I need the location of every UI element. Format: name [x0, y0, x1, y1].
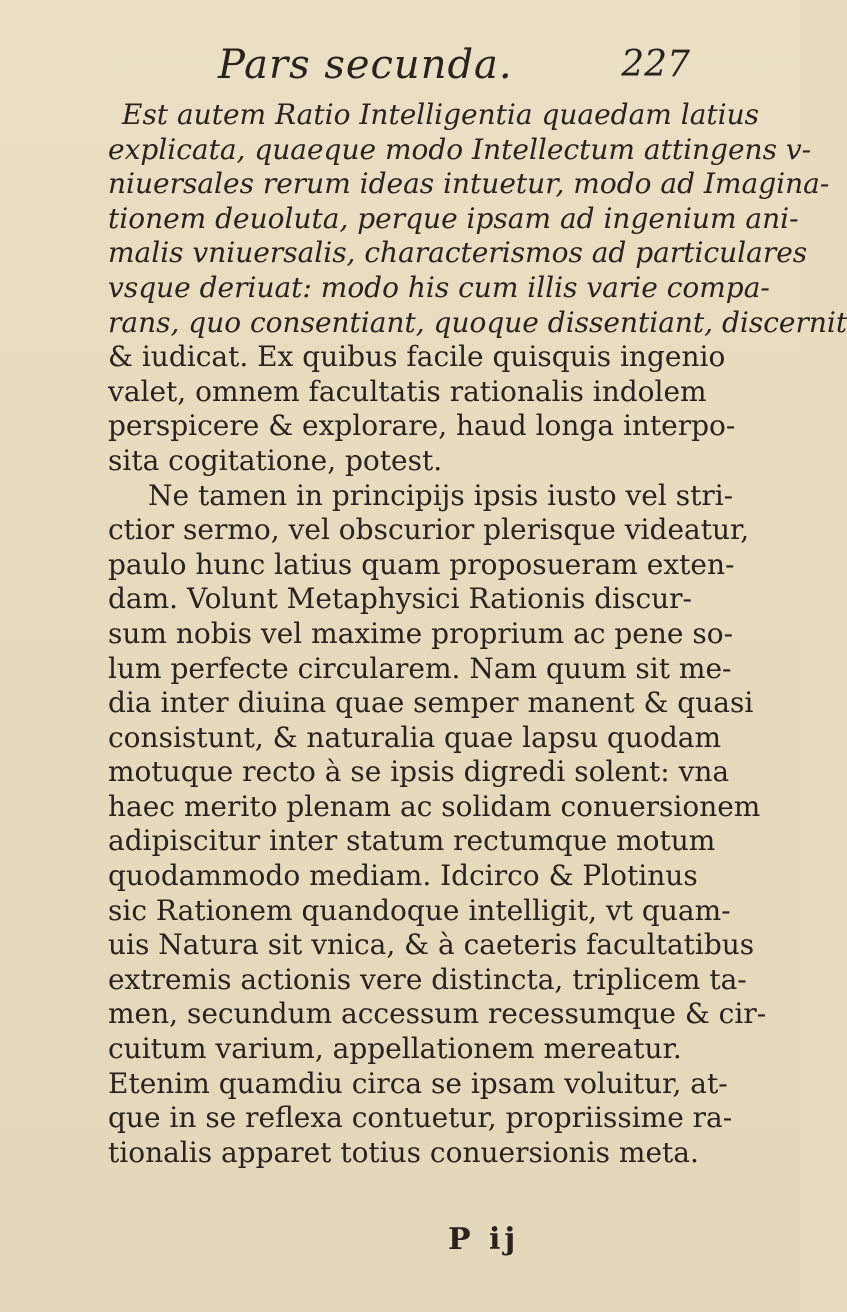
- text-line: Etenim quamdiu circa se ipsam voluitur, at-: [108, 1066, 728, 1100]
- text-line: quodammodo mediam. Idcirco & Plotinus: [108, 859, 698, 893]
- text-line: cuitum varium, appellationem mereatur.: [108, 1032, 682, 1066]
- text-line: ctior sermo, vel obscurior plerisque videatur,: [108, 513, 750, 547]
- text-line: men, secundum accessum recessumque & cir-: [108, 997, 767, 1031]
- text-line: tionalis apparet totius conuersionis meta.: [108, 1135, 699, 1169]
- text-line: lum perfecte circularem. Nam quum sit me-: [108, 651, 732, 685]
- text-line: sic Rationem quandoque intelligit, vt quam-: [108, 893, 731, 927]
- text-line: vsque deriuat: modo his cum illis varie compa-: [108, 270, 770, 304]
- body-text: [108, 98, 847, 1170]
- text-line: motuque recto à se ipsis digredi solent: vna: [108, 755, 730, 789]
- text-line: haec merito plenam ac solidam conuersionem: [108, 789, 761, 823]
- text-line: Est autem Ratio Intelligentia quaedam latius: [122, 98, 759, 131]
- text-line: malis vniuersalis, characterismos ad particulares: [108, 236, 808, 270]
- text-line: Ne tamen in principijs ipsis iusto vel stri-: [148, 478, 734, 512]
- text-line: explicata, quaeque modo Intellectum attingens v-: [108, 132, 812, 166]
- text-line: dia inter diuina quae semper manent & quasi: [108, 686, 754, 720]
- signature-mark: P ij: [448, 1222, 520, 1257]
- text-line: consistunt, & naturalia quae lapsu quodam: [108, 720, 722, 754]
- text-line: extremis actionis vere distincta, triplicem ta-: [108, 962, 747, 996]
- page-number: 227: [621, 44, 690, 85]
- text-line: tionem deuoluta, perque ipsam ad ingenium ani-: [108, 201, 799, 235]
- text-line: dam. Volunt Metaphysici Rationis discur-: [108, 582, 693, 616]
- text-line: sum nobis vel maxime proprium ac pene so-: [108, 616, 734, 650]
- text-line: que in se reflexa contuetur, propriissime ra-: [108, 1101, 733, 1135]
- text-line: paulo hunc latius quam proposueram exten-: [108, 547, 735, 581]
- text-line: uis Natura sit vnica, & à caeteris facultatibus: [108, 928, 755, 962]
- text-line: sita cogitatione, potest.: [108, 443, 443, 477]
- text-line: adipiscitur inter statum rectumque motum: [108, 824, 716, 858]
- page-header: [150, 42, 710, 92]
- text-line: rans, quo consentiant, quoque dissentiant, discernit: [108, 305, 847, 339]
- running-head: Pars secunda.: [218, 42, 513, 88]
- text-line: niuersales rerum ideas intuetur, modo ad Imagina-: [108, 167, 830, 201]
- text-line: valet, omnem facultatis rationalis indolem: [108, 374, 707, 408]
- text-line: & iudicat. Ex quibus facile quisquis ingenio: [108, 340, 726, 374]
- text-line: perspicere & explorare, haud longa interpo-: [108, 409, 736, 443]
